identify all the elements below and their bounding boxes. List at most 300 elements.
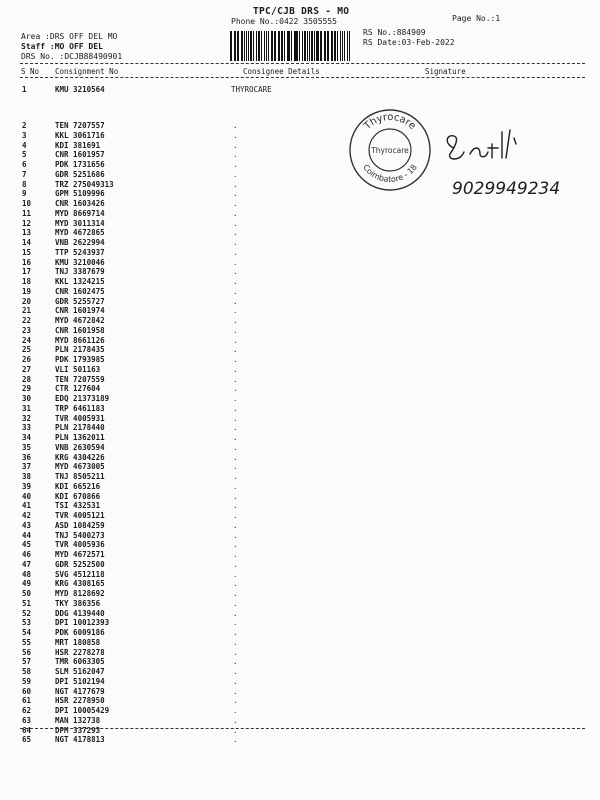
row-details-placeholder: . bbox=[233, 569, 238, 579]
barcode-bar bbox=[246, 31, 247, 61]
row-serial-number: 4 bbox=[22, 140, 27, 150]
row-consignment-number: NGT 4178813 bbox=[55, 735, 105, 745]
table-row bbox=[0, 726, 600, 736]
row-details-placeholder: . bbox=[233, 501, 238, 511]
row-consignment-number: PLN 2178440 bbox=[55, 423, 105, 433]
row-consignment-number: KDI 670866 bbox=[55, 491, 101, 501]
row-consignment-number: MYD 3011314 bbox=[55, 218, 105, 228]
row-serial-number: 29 bbox=[22, 384, 32, 394]
row-details-placeholder: . bbox=[233, 160, 238, 169]
row-consignment-number: MYD 4673005 bbox=[55, 462, 105, 472]
table-row bbox=[0, 287, 600, 297]
table-row bbox=[0, 696, 600, 706]
row-consignment-number: KRG 4308165 bbox=[55, 579, 105, 589]
table-row bbox=[0, 521, 600, 531]
row-details-placeholder: . bbox=[233, 676, 238, 686]
row-consignment-number: KDI 665216 bbox=[55, 481, 101, 491]
row-serial-number: 33 bbox=[22, 423, 32, 433]
row-serial-number: 57 bbox=[22, 657, 32, 667]
table-row bbox=[0, 618, 600, 628]
row-details-placeholder: . bbox=[233, 267, 238, 277]
row-consignment-number: KRG 4304226 bbox=[55, 452, 105, 462]
row-serial-number: 35 bbox=[22, 442, 32, 452]
row-consignment-number: CNR 1602475 bbox=[55, 286, 105, 296]
barcode-bar bbox=[299, 31, 300, 61]
row-serial-number: 49 bbox=[22, 579, 32, 589]
row-consignment-number: DPI 10005429 bbox=[55, 706, 110, 715]
table-row bbox=[0, 336, 600, 346]
row-details-placeholder: . bbox=[233, 550, 238, 559]
table-row bbox=[0, 570, 600, 580]
svg-text:Coimbatore - 18 bbox=[361, 163, 419, 184]
row-details-placeholder: . bbox=[233, 208, 238, 218]
row-serial-number: 14 bbox=[22, 238, 32, 247]
row-details-placeholder: . bbox=[233, 442, 238, 452]
row-serial-number: 61 bbox=[22, 696, 32, 706]
table-row bbox=[0, 462, 600, 472]
table-row bbox=[0, 492, 600, 502]
row-consignment-number: TRZ 275049313 bbox=[55, 179, 114, 189]
table-row bbox=[0, 404, 600, 414]
row-serial-number: 44 bbox=[22, 530, 32, 540]
row-consignment-number: TVR 4005121 bbox=[55, 511, 105, 520]
table-row bbox=[0, 365, 600, 375]
table-row bbox=[0, 414, 600, 424]
table-row bbox=[0, 394, 600, 404]
divider-bottom bbox=[20, 728, 585, 729]
row-details-placeholder: . bbox=[233, 608, 238, 618]
stamp-bottom-text: Coimbatore - 18 bbox=[361, 162, 419, 185]
table-row bbox=[0, 511, 600, 521]
row-details-placeholder: . bbox=[233, 589, 238, 598]
barcode-bar bbox=[294, 31, 295, 61]
row-serial-number: 11 bbox=[22, 208, 32, 218]
row-serial-number: 1 bbox=[22, 85, 27, 94]
barcode-bar bbox=[307, 31, 308, 61]
table-row bbox=[0, 384, 600, 394]
barcode-bar bbox=[311, 31, 313, 61]
table-row bbox=[0, 423, 600, 433]
row-serial-number: 5 bbox=[22, 150, 27, 160]
table-row bbox=[0, 248, 600, 258]
row-consignment-number: CTR 127604 bbox=[55, 384, 101, 394]
row-serial-number: 9 bbox=[22, 189, 27, 199]
row-details-placeholder: . bbox=[233, 452, 238, 462]
row-serial-number: 3 bbox=[22, 130, 27, 140]
row-serial-number: 34 bbox=[22, 433, 32, 442]
row-consignment-number: TVR 4005936 bbox=[55, 540, 105, 550]
row-details-placeholder: . bbox=[233, 706, 238, 715]
barcode-bar bbox=[275, 31, 276, 61]
row-details-placeholder: . bbox=[233, 121, 238, 130]
table-row bbox=[0, 443, 600, 453]
row-consignment-number: CNR 1601974 bbox=[55, 306, 105, 316]
barcode-bar bbox=[304, 31, 306, 61]
table-row bbox=[0, 453, 600, 463]
row-serial-number: 53 bbox=[22, 618, 32, 628]
barcode-bar bbox=[237, 31, 239, 61]
barcode-bar bbox=[261, 31, 262, 61]
barcode-bar bbox=[264, 31, 265, 61]
table-row bbox=[0, 375, 600, 385]
handwritten-phone: 9029949234 bbox=[452, 179, 561, 199]
row-consignee-details: THYROCARE bbox=[231, 85, 272, 94]
barcode-bar bbox=[268, 31, 269, 61]
table-row bbox=[0, 219, 600, 229]
row-serial-number: 36 bbox=[22, 452, 32, 462]
row-details-placeholder: . bbox=[233, 228, 238, 238]
rs-number: RS No.:884909 bbox=[363, 28, 426, 37]
barcode-bar bbox=[248, 31, 249, 61]
table-row bbox=[0, 306, 600, 316]
barcode-bar bbox=[347, 31, 348, 61]
row-details-placeholder: . bbox=[233, 715, 238, 725]
barcode-bar bbox=[284, 31, 285, 61]
table-row bbox=[0, 238, 600, 248]
row-serial-number: 16 bbox=[22, 257, 32, 267]
row-serial-number: 26 bbox=[22, 355, 32, 364]
row-details-placeholder: . bbox=[233, 559, 238, 569]
row-serial-number: 24 bbox=[22, 335, 32, 345]
stamp-top-text: Thyrocare bbox=[362, 111, 418, 133]
row-consignment-number: TNJ 3387679 bbox=[55, 267, 105, 277]
row-serial-number: 15 bbox=[22, 247, 32, 257]
row-serial-number: 48 bbox=[22, 569, 32, 579]
row-consignment-number: GPM 5109996 bbox=[55, 189, 105, 199]
row-serial-number: 41 bbox=[22, 501, 32, 511]
table-row bbox=[0, 560, 600, 570]
row-details-placeholder: . bbox=[233, 511, 238, 520]
row-details-placeholder: . bbox=[233, 277, 238, 286]
row-serial-number: 55 bbox=[22, 637, 32, 647]
row-consignment-number: TMR 6063305 bbox=[55, 657, 105, 667]
table-row bbox=[0, 267, 600, 277]
table-row bbox=[0, 667, 600, 677]
row-serial-number: 46 bbox=[22, 550, 32, 559]
row-serial-number: 56 bbox=[22, 647, 32, 657]
row-serial-number: 8 bbox=[22, 179, 27, 189]
row-consignment-number: KKL 3061716 bbox=[55, 130, 105, 140]
table-row bbox=[0, 579, 600, 589]
barcode-bar bbox=[342, 31, 344, 61]
row-consignment-number: PDK 6009186 bbox=[55, 628, 105, 637]
row-details-placeholder: . bbox=[233, 189, 238, 199]
row-details-placeholder: . bbox=[233, 628, 238, 637]
barcode-bar bbox=[324, 31, 326, 61]
page-number: Page No.:1 bbox=[452, 14, 501, 23]
row-serial-number: 7 bbox=[22, 169, 27, 179]
row-serial-number: 43 bbox=[22, 520, 32, 530]
row-consignment-number: MRT 180858 bbox=[55, 637, 101, 647]
row-serial-number: 17 bbox=[22, 267, 32, 277]
row-consignment-number: DDG 4139440 bbox=[55, 608, 105, 618]
table-row bbox=[0, 258, 600, 268]
barcode-bar bbox=[230, 31, 232, 61]
handwritten-signature bbox=[440, 118, 580, 208]
table-row bbox=[0, 472, 600, 482]
row-details-placeholder: . bbox=[233, 355, 238, 364]
table-row bbox=[0, 433, 600, 443]
row-serial-number: 58 bbox=[22, 667, 32, 676]
table-row bbox=[0, 531, 600, 541]
row-consignment-number: TTP 5243937 bbox=[55, 247, 105, 257]
barcode-bar bbox=[316, 31, 318, 61]
row-details-placeholder: . bbox=[233, 238, 238, 247]
row-consignment-number: TVR 4005931 bbox=[55, 413, 105, 423]
row-details-placeholder: . bbox=[233, 637, 238, 647]
table-row bbox=[0, 648, 600, 658]
row-details-placeholder: . bbox=[233, 540, 238, 550]
row-serial-number: 10 bbox=[22, 199, 32, 208]
barcode-bar bbox=[235, 31, 236, 61]
row-serial-number: 63 bbox=[22, 715, 32, 725]
row-consignment-number: MYD 8661126 bbox=[55, 335, 105, 345]
document-title: TPC/CJB DRS - MO bbox=[253, 6, 350, 17]
row-serial-number: 39 bbox=[22, 481, 32, 491]
table-row bbox=[0, 550, 600, 560]
row-details-placeholder: . bbox=[233, 433, 238, 442]
row-serial-number: 38 bbox=[22, 472, 32, 481]
row-consignment-number: EDQ 21373189 bbox=[55, 394, 110, 403]
table-row bbox=[0, 735, 600, 745]
barcode-bar bbox=[337, 31, 338, 61]
table-row bbox=[0, 501, 600, 511]
row-consignment-number: MYD 4672842 bbox=[55, 316, 105, 325]
row-details-placeholder: . bbox=[233, 481, 238, 491]
table-row bbox=[0, 277, 600, 287]
row-details-placeholder: . bbox=[233, 725, 238, 735]
row-consignment-number: MYD 8128692 bbox=[55, 589, 105, 598]
row-consignment-number: CNR 1601958 bbox=[55, 325, 105, 335]
row-details-placeholder: . bbox=[233, 696, 238, 706]
row-consignment-number: MYD 4672865 bbox=[55, 228, 105, 238]
barcode-bar bbox=[287, 31, 288, 61]
row-details-placeholder: . bbox=[233, 345, 238, 355]
row-details-placeholder: . bbox=[233, 520, 238, 530]
row-details-placeholder: . bbox=[233, 325, 238, 335]
row-serial-number: 19 bbox=[22, 286, 32, 296]
row-consignment-number: DPI 10012393 bbox=[55, 618, 110, 628]
row-details-placeholder: . bbox=[233, 140, 238, 150]
barcode-bar bbox=[281, 31, 283, 61]
row-details-placeholder: . bbox=[233, 462, 238, 472]
barcode-bar bbox=[266, 31, 268, 61]
barcode-bar bbox=[271, 31, 273, 61]
row-serial-number: 40 bbox=[22, 491, 32, 501]
row-consignment-number: CNR 1603426 bbox=[55, 199, 105, 208]
table-row bbox=[0, 482, 600, 492]
row-serial-number: 42 bbox=[22, 511, 32, 520]
row-serial-number: 20 bbox=[22, 296, 32, 306]
row-consignment-number: KKL 1324215 bbox=[55, 277, 105, 286]
row-details-placeholder: . bbox=[233, 413, 238, 423]
row-consignment-number: ASD 1084259 bbox=[55, 520, 105, 530]
row-serial-number: 13 bbox=[22, 228, 32, 238]
row-serial-number: 37 bbox=[22, 462, 32, 472]
table-row bbox=[0, 355, 600, 365]
row-serial-number: 22 bbox=[22, 316, 32, 325]
barcode-bar bbox=[340, 31, 341, 61]
table-row bbox=[0, 609, 600, 619]
row-details-placeholder: . bbox=[233, 286, 238, 296]
row-details-placeholder: . bbox=[233, 257, 238, 267]
table-row bbox=[0, 209, 600, 219]
row-details-placeholder: . bbox=[233, 618, 238, 628]
row-details-placeholder: . bbox=[233, 179, 238, 189]
row-serial-number: 32 bbox=[22, 413, 32, 423]
row-consignment-number: VNB 2630594 bbox=[55, 442, 105, 452]
row-details-placeholder: . bbox=[233, 130, 238, 140]
row-consignment-number: GDR 5255727 bbox=[55, 296, 105, 306]
row-consignment-number: TEN 7207559 bbox=[55, 374, 105, 384]
row-consignment-number: DPM 337293 bbox=[55, 725, 101, 735]
row-details-placeholder: . bbox=[233, 472, 238, 481]
row-serial-number: 18 bbox=[22, 277, 32, 286]
column-header-signature: Signature bbox=[425, 67, 466, 76]
table-row bbox=[0, 85, 600, 95]
row-details-placeholder: . bbox=[233, 394, 238, 403]
row-serial-number: 28 bbox=[22, 374, 32, 384]
row-details-placeholder: . bbox=[233, 667, 238, 676]
row-serial-number: 52 bbox=[22, 608, 32, 618]
barcode-bar bbox=[234, 31, 235, 61]
row-serial-number: 64 bbox=[22, 725, 32, 735]
thyrocare-seal-stamp bbox=[348, 108, 432, 192]
row-serial-number: 59 bbox=[22, 676, 32, 686]
barcode-image bbox=[230, 31, 351, 61]
stamp-center-text: Thyrocare bbox=[371, 146, 409, 155]
barcode-bar bbox=[244, 31, 245, 61]
barcode-bar bbox=[327, 31, 328, 61]
row-serial-number: 65 bbox=[22, 735, 32, 745]
row-details-placeholder: . bbox=[233, 296, 238, 306]
row-details-placeholder: . bbox=[233, 218, 238, 228]
row-consignment-number: MAN 132738 bbox=[55, 715, 101, 725]
barcode-bar bbox=[344, 31, 345, 61]
table-row bbox=[0, 540, 600, 550]
barcode-bar bbox=[288, 31, 290, 61]
barcode-bar bbox=[309, 31, 310, 61]
row-details-placeholder: . bbox=[233, 657, 238, 667]
barcode-bar bbox=[302, 31, 304, 61]
row-details-placeholder: . bbox=[233, 247, 238, 257]
column-header-sno: S No bbox=[21, 67, 40, 76]
barcode-bar bbox=[295, 31, 297, 61]
row-details-placeholder: . bbox=[233, 579, 238, 589]
divider-header bbox=[20, 77, 585, 78]
table-row bbox=[0, 316, 600, 326]
table-row bbox=[0, 628, 600, 638]
row-serial-number: 45 bbox=[22, 540, 32, 550]
barcode-bar bbox=[349, 31, 351, 61]
row-serial-number: 47 bbox=[22, 559, 32, 569]
row-serial-number: 30 bbox=[22, 394, 32, 403]
row-serial-number: 54 bbox=[22, 628, 32, 637]
row-consignment-number: PLN 2178435 bbox=[55, 345, 105, 355]
table-row bbox=[0, 589, 600, 599]
row-consignment-number: TRP 6461183 bbox=[55, 403, 105, 413]
column-header-consignment: Consignment No bbox=[55, 67, 119, 76]
barcode-bar bbox=[331, 31, 333, 61]
row-serial-number: 60 bbox=[22, 686, 32, 696]
row-serial-number: 50 bbox=[22, 589, 32, 598]
row-details-placeholder: . bbox=[233, 364, 238, 374]
barcode-bar bbox=[258, 31, 260, 61]
row-consignment-number: KMU 3210046 bbox=[55, 257, 105, 267]
barcode-bar bbox=[253, 31, 255, 61]
table-row bbox=[0, 297, 600, 307]
row-consignment-number: SVG 4512118 bbox=[55, 569, 105, 579]
divider-top bbox=[20, 63, 585, 64]
row-consignment-number: CNR 1601957 bbox=[55, 150, 105, 160]
row-details-placeholder: . bbox=[233, 423, 238, 433]
barcode-bar bbox=[256, 31, 257, 61]
row-serial-number: 31 bbox=[22, 403, 32, 413]
row-details-placeholder: . bbox=[233, 384, 238, 394]
row-consignment-number: PLN 1362011 bbox=[55, 433, 105, 442]
row-serial-number: 25 bbox=[22, 345, 32, 355]
row-consignment-number: TEN 7207557 bbox=[55, 121, 105, 130]
row-consignment-number: KMU 3210564 bbox=[55, 85, 105, 94]
barcode-bar bbox=[328, 31, 329, 61]
row-consignment-number: VNB 2622994 bbox=[55, 238, 105, 247]
row-serial-number: 21 bbox=[22, 306, 32, 316]
row-serial-number: 23 bbox=[22, 325, 32, 335]
row-consignment-number: TSI 432531 bbox=[55, 501, 101, 511]
row-details-placeholder: . bbox=[233, 169, 238, 179]
rs-date: RS Date:03-Feb-2022 bbox=[363, 38, 455, 47]
row-consignment-number: DPI 5102194 bbox=[55, 676, 105, 686]
phone-number: Phone No.:0422 3505555 bbox=[231, 17, 337, 26]
row-consignment-number: GDR 5251686 bbox=[55, 169, 105, 179]
row-details-placeholder: . bbox=[233, 374, 238, 384]
table-row bbox=[0, 345, 600, 355]
barcode-bar bbox=[321, 31, 322, 61]
drs-number: DRS No. :DCJB88490901 bbox=[21, 52, 123, 61]
row-consignment-number: TNJ 5400273 bbox=[55, 530, 105, 540]
table-row bbox=[0, 677, 600, 687]
staff-field: Staff :MO OFF DEL bbox=[21, 42, 103, 51]
row-details-placeholder: . bbox=[233, 735, 238, 745]
row-consignment-number: NGT 4177679 bbox=[55, 686, 105, 696]
row-details-placeholder: . bbox=[233, 491, 238, 501]
table-row bbox=[0, 716, 600, 726]
row-details-placeholder: . bbox=[233, 150, 238, 160]
table-row bbox=[0, 706, 600, 716]
row-details-placeholder: . bbox=[233, 403, 238, 413]
barcode-bar bbox=[314, 31, 315, 61]
row-consignment-number: KDI 381691 bbox=[55, 140, 101, 150]
barcode-bar bbox=[241, 31, 243, 61]
row-details-placeholder: . bbox=[233, 335, 238, 345]
row-consignment-number: GDR 5252500 bbox=[55, 559, 105, 569]
row-details-placeholder: . bbox=[233, 530, 238, 540]
barcode-bar bbox=[320, 31, 321, 61]
area-field: Area :DRS OFF DEL MO bbox=[21, 32, 118, 41]
row-details-placeholder: . bbox=[233, 686, 238, 696]
row-consignment-number: HSR 2278278 bbox=[55, 647, 105, 657]
row-consignment-number: VLI 501163 bbox=[55, 364, 101, 374]
row-serial-number: 2 bbox=[22, 121, 27, 130]
row-details-placeholder: . bbox=[233, 647, 238, 657]
barcode-bar bbox=[291, 31, 292, 61]
row-consignment-number: TKY 386356 bbox=[55, 598, 101, 608]
barcode-bar bbox=[278, 31, 280, 61]
table-row bbox=[0, 657, 600, 667]
table-row bbox=[0, 638, 600, 648]
barcode-bar bbox=[250, 31, 252, 61]
row-consignment-number: TNJ 8505211 bbox=[55, 472, 105, 481]
